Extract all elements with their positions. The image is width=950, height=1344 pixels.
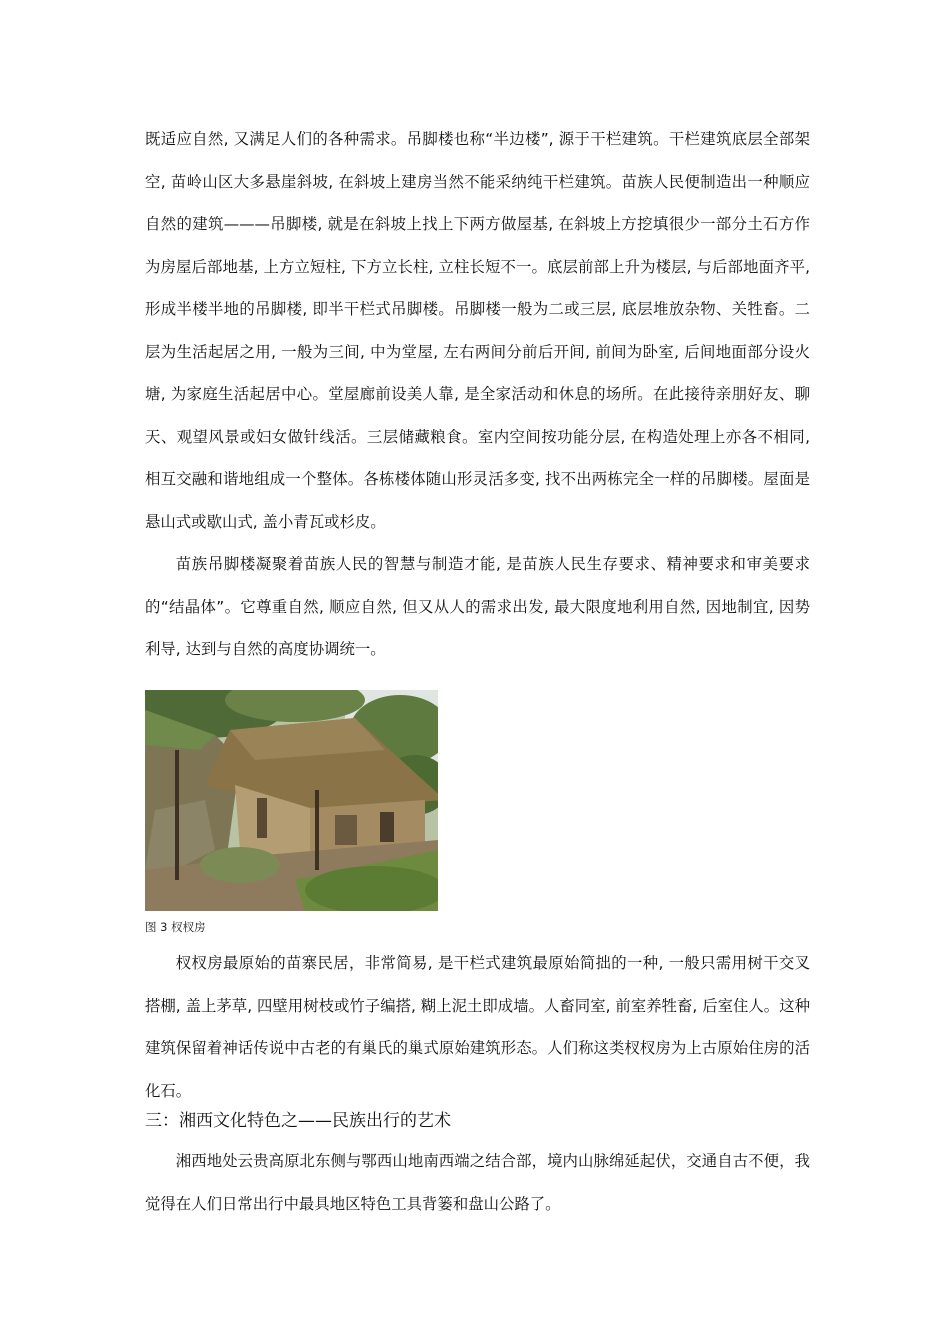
paragraph-xiangxi-travel: 湘西地处云贵高原北东侧与鄂西山地南西端之结合部，境内山脉绵延起伏，交通自古不便，我觉得在人们日常出行中最具地区特色工具背篓和盘山公路了。 xyxy=(145,1152,810,1213)
body-text-middle xyxy=(145,942,810,1112)
chachafang-photo xyxy=(145,690,438,911)
section-heading: 三：湘西文化特色之——民族出行的艺术 xyxy=(145,1111,451,1131)
body-text-bottom xyxy=(145,1140,810,1225)
paragraph-diaojiaolou-summary: 苗族吊脚楼凝聚着苗族人民的智慧与制造才能, 是苗族人民生存要求、精神要求和审美要求的“结晶体”。它尊重自然, 顺应自然, 但又从人的需求出发, 最大限度地利用自然, 因地制宜, 因势利导, 达到与自然的高度协调统一。 xyxy=(145,555,810,658)
paragraph-diaojiaolou-structure: 既适应自然, 又满足人们的各种需求。吊脚楼也称“半边楼”, 源于干栏建筑。干栏建筑底层全部架空, 苗岭山区大多悬崖斜坡, 在斜坡上建房当然不能采纳纯干栏建筑。苗族人民便制造出一种顺应自然的建筑———吊脚楼, 就是在斜坡上找上下两方做屋基, 在斜坡上方挖填很少一部分土石方作为房屋后部地基, 上方立短柱, 下方立长柱, 立柱长短不一。底层前部上升为楼层, 与后部地面齐平, 形成半楼半地的吊脚楼, 即半干栏式吊脚楼。吊脚楼一般为二或三层, 底层堆放杂物、关牲畜。二层为生活起居之用, 一般为三间, 中为堂屋, 左右两间分前后开间, 前间为卧室, 后间地面部分设火塘, 为家庭生活起居中心。堂屋廊前设美人靠, 是全家活动和休息的场所。在此接待亲朋好友、聊天、观望风景或妇女做针线活。三层储藏粮食。室内空间按功能分层, 在构造处理上亦各不相同, 相互交融和谐地组成一个整体。各栋楼体随山形灵活多变, 找不出两栋完全一样的吊脚楼。屋面是悬山式或歇山式, 盖小青瓦或杉皮。 xyxy=(145,130,810,531)
paragraph-chachafang: 杈杈房最原始的苗寨民居，非常简易, 是干栏式建筑最原始简拙的一种, 一般只需用树干交叉搭棚, 盖上茅草, 四壁用树枝或竹子编搭, 糊上泥土即成墙。人畜同室, 前室养牲畜, 后室住人。这种建筑保留着神话传说中古老的有巢氏的巢式原始建筑形态。人们称这类杈杈房为上古原始住房的活化石。 xyxy=(145,954,810,1100)
figure-caption: 图 3 杈杈房 xyxy=(145,920,206,934)
body-text-top xyxy=(145,118,810,671)
